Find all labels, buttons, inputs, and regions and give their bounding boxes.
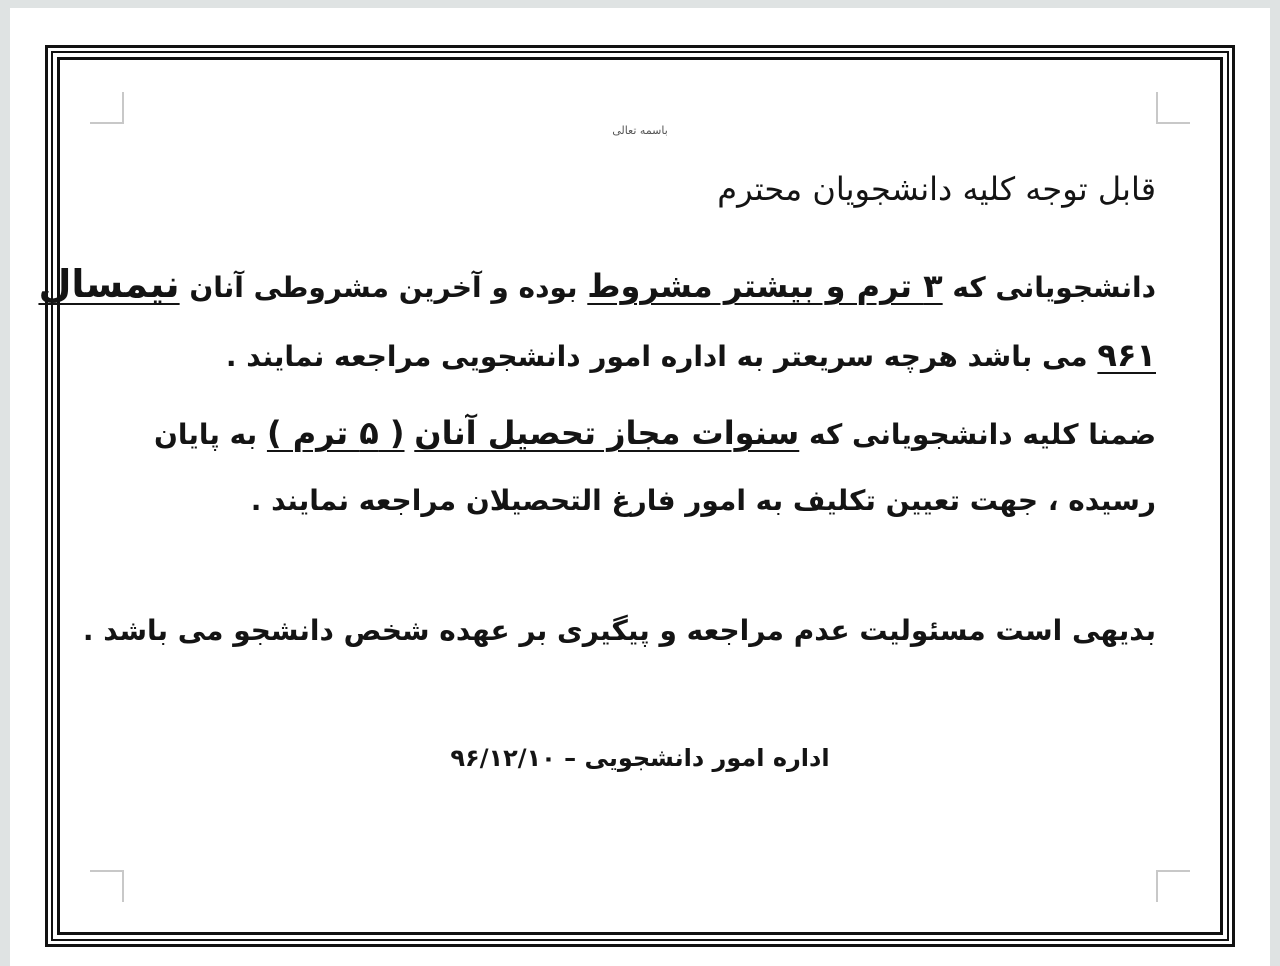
p1-emphasis-terms: ۳ ترم و بیشتر مشروط — [587, 267, 943, 305]
p1-lead: دانشجویانی که — [952, 271, 1156, 304]
crop-mark-top-right — [1156, 92, 1190, 124]
p1-emphasis-term-code: ۹۶۱ — [1097, 336, 1156, 374]
p1-tail: می باشد هرچه سریعتر به اداره امور دانشجویی مراجعه نمایند . — [225, 340, 1088, 373]
p2-emphasis-allowed-years: سنوات مجاز تحصیل آنان — [414, 414, 800, 452]
paragraph-1-line-2 — [226, 336, 1156, 374]
p2-lead: ضمنا کلیه دانشجویانی که — [809, 418, 1156, 451]
p2-emphasis-five-terms: ( ۵ ترم ) — [266, 414, 405, 452]
crop-mark-bottom-right — [1156, 870, 1190, 902]
crop-mark-bottom-left — [90, 870, 124, 902]
paragraph-3: بدیهی است مسئولیت عدم مراجعه و پیگیری بر عهده شخص دانشجو می باشد . — [82, 614, 1156, 647]
p1-middle: بوده و آخرین مشروطی آنان — [189, 271, 578, 304]
bismillah-header: باسمه تعالی — [612, 124, 668, 137]
signature-date-line: اداره امور دانشجویی – ۹۶/۱۲/۱۰ — [450, 744, 830, 772]
paragraph-2-line-2: رسیده ، جهت تعیین تکلیف به امور فارغ التحصیلان مراجعه نمایند . — [250, 484, 1156, 517]
p1-emphasis-semester: نیمسال — [38, 262, 180, 306]
crop-mark-top-left — [90, 92, 124, 124]
notice-heading: قابل توجه کلیه دانشجویان محترم — [717, 170, 1156, 208]
p2-tail: به پایان — [153, 418, 258, 451]
paragraph-1-line-1 — [38, 262, 1156, 306]
paragraph-2-line-1 — [154, 414, 1156, 452]
